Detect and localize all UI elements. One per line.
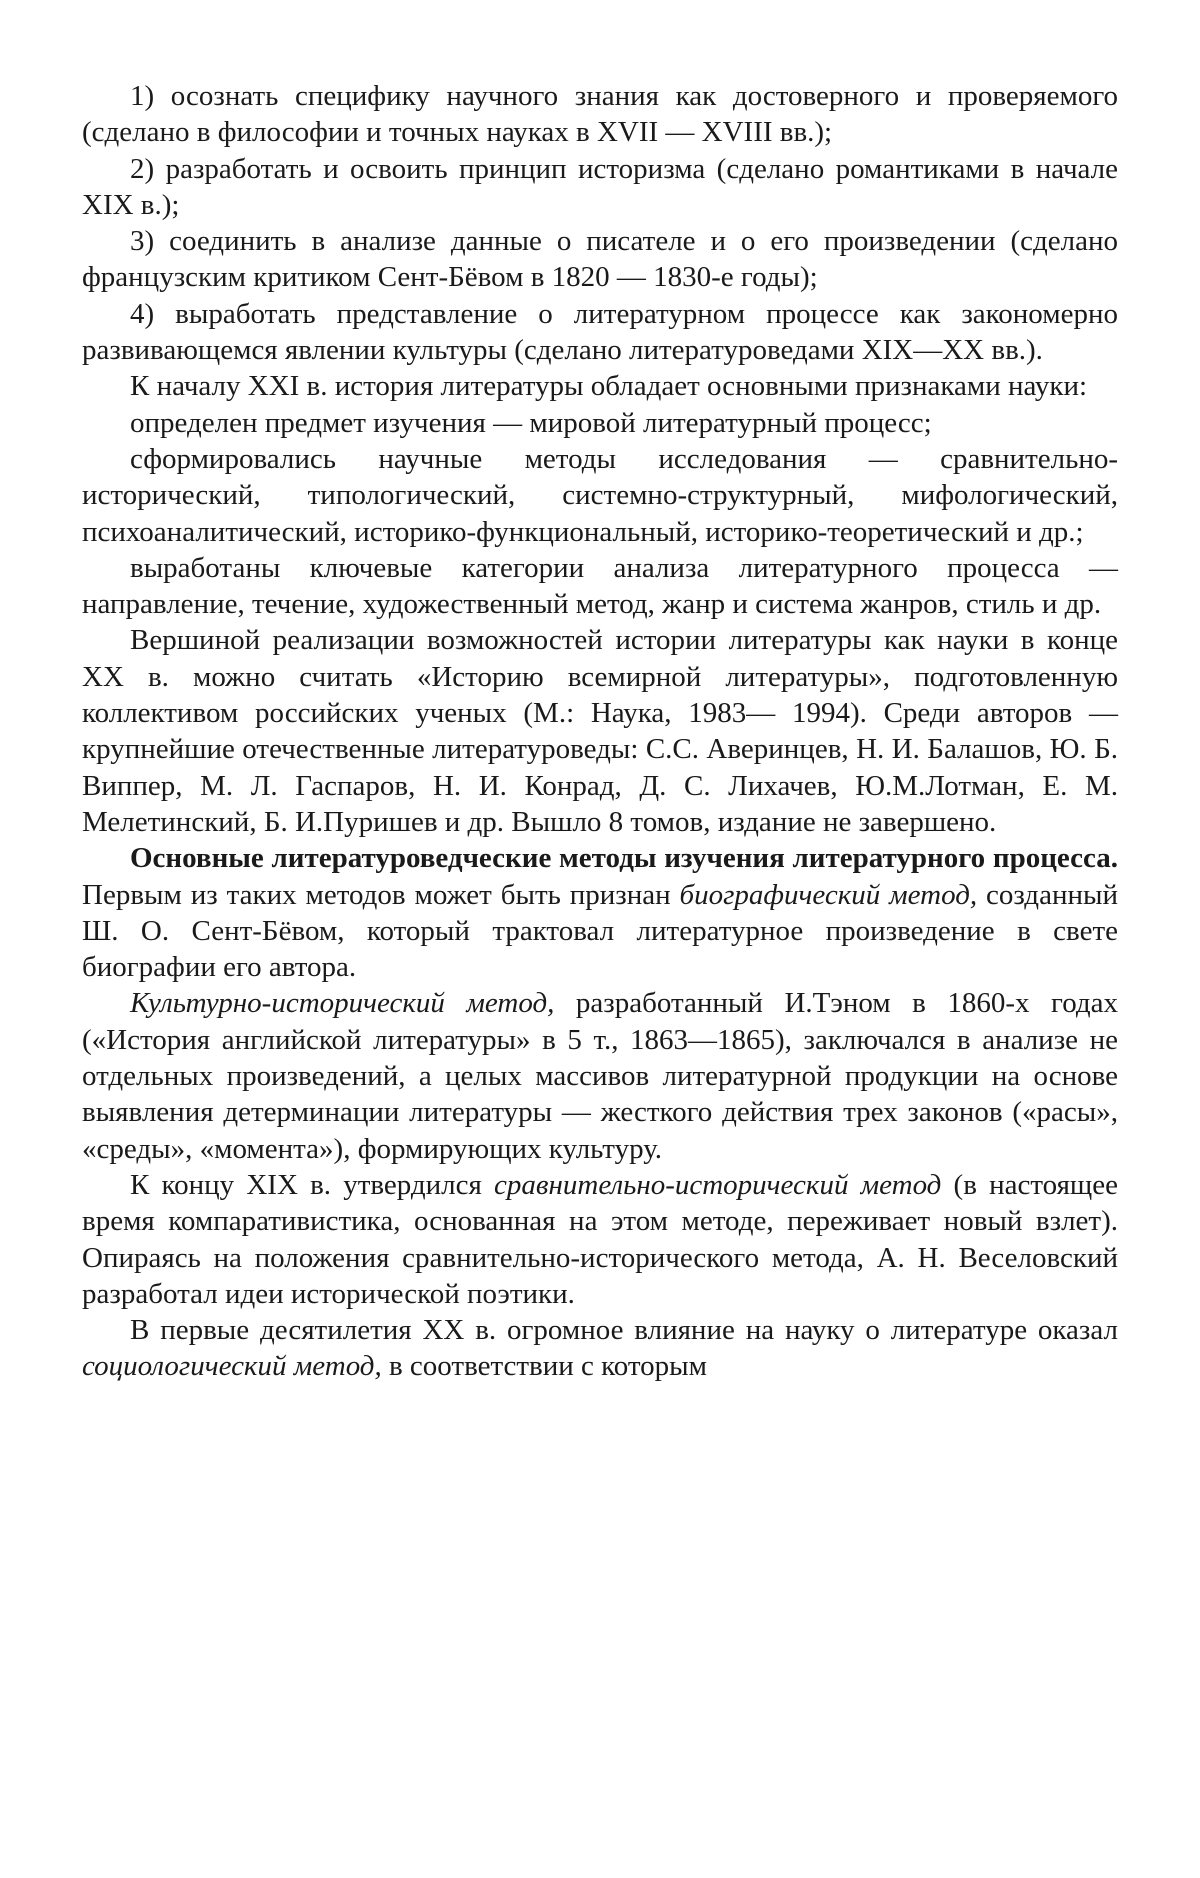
paragraph-10-text-2: созданный Ш. О. Сент-Бёвом, который трактовал литературное произведение в свете биографии его автора. bbox=[82, 878, 1118, 984]
paragraph-11 bbox=[82, 985, 1118, 1166]
paragraph-13 bbox=[82, 1312, 1118, 1385]
term-comparative-historical-method: сравнительно-исторический метод bbox=[494, 1168, 942, 1201]
section-heading: Основные литературоведческие методы изучения литературного процесса. bbox=[130, 842, 1118, 875]
paragraph-10 bbox=[82, 840, 1118, 985]
paragraph-3: 3) соединить в анализе данные о писателе и о его произведении (сделано французским критиком Сент-Бёвом в 1820 — 1830-е годы); bbox=[82, 225, 1118, 294]
paragraph-13-text-1: В первые десятилетия XX в. огромное влияние на науку о литературе оказал bbox=[130, 1314, 1118, 1347]
paragraph-5: К началу XXI в. история литературы обладает основными признаками науки: bbox=[130, 370, 1088, 403]
paragraph-12-text-2: (в настоящее время компаративистика, основанная на этом методе, переживает новый взлет). Опираясь на положения сравнительно-исторического метода, А. Н. Веселовский разработал идеи исторической поэтики. bbox=[82, 1168, 1118, 1310]
term-sociological-method: социологический метод, bbox=[82, 1350, 382, 1383]
paragraph-9: Вершиной реализации возможностей истории литературы как науки в конце XX в. можно считать «Историю всемирной литературы», подготовленную коллективом российских ученых (М.: Наука, 1983— 1994). Среди авторов — крупнейшие отечественные литературоведы: С.С. Аверинцев, Н. И. Балашов, Ю. Б. Виппер, М. Л. Гаспаров, Н. И. Конрад, Д. С. Лихачев, Ю.М.Лотман, Е. М. Мелетинский, Б. И.Пуришев и др. Вышло 8 томов, издание не завершено. bbox=[82, 624, 1118, 838]
paragraph-12 bbox=[82, 1167, 1118, 1312]
paragraph-11-text-1: разработанный И.Тэном в 1860-х годах («История английской литературы» в 5 т., 1863—1865), заключался в анализе не отдельных произведений, а целых массивов литературной продукции на основе выявления детерминации литературы — жесткого действия трех законов («расы», «среды», «момента»), формирующих культуру. bbox=[82, 987, 1119, 1165]
paragraph-10-text-1: Первым из таких методов может быть признан bbox=[82, 878, 680, 911]
term-biographical-method: биографический метод, bbox=[679, 878, 978, 911]
paragraph-13-text-2: в соответствии с которым bbox=[381, 1350, 708, 1383]
term-cultural-historical-method: Культурно-исторический метод, bbox=[130, 987, 555, 1020]
paragraph-12-text-1: К концу XIX в. утвердился bbox=[130, 1168, 495, 1201]
paragraph-8: выработаны ключевые категории анализа литературного процесса — направление, течение, художественный метод, жанр и система жанров, стиль и др. bbox=[82, 551, 1118, 621]
paragraph-7: сформировались научные методы исследования — сравнительно-исторический, типологический, системно-структурный, мифологический, психоаналитический, историко-функциональный, историко-теоретический и др.; bbox=[82, 442, 1118, 548]
paragraph-6: определен предмет изучения — мировой литературный процесс; bbox=[130, 406, 932, 439]
paragraph-2: 2) разработать и освоить принцип историзма (сделано романтиками в начале XIX в.); bbox=[82, 152, 1118, 221]
document-page bbox=[82, 78, 1118, 1385]
paragraph-4: 4) выработать представление о литературном процессе как закономерно развивающемся явлении культуры (сделано литературоведами XIX—XX вв.). bbox=[82, 297, 1118, 367]
paragraph-1: 1) осознать специфику научного знания как достоверного и проверяемого (сделано в философии и точных науках в XVII — XVIII вв.); bbox=[82, 80, 1118, 149]
